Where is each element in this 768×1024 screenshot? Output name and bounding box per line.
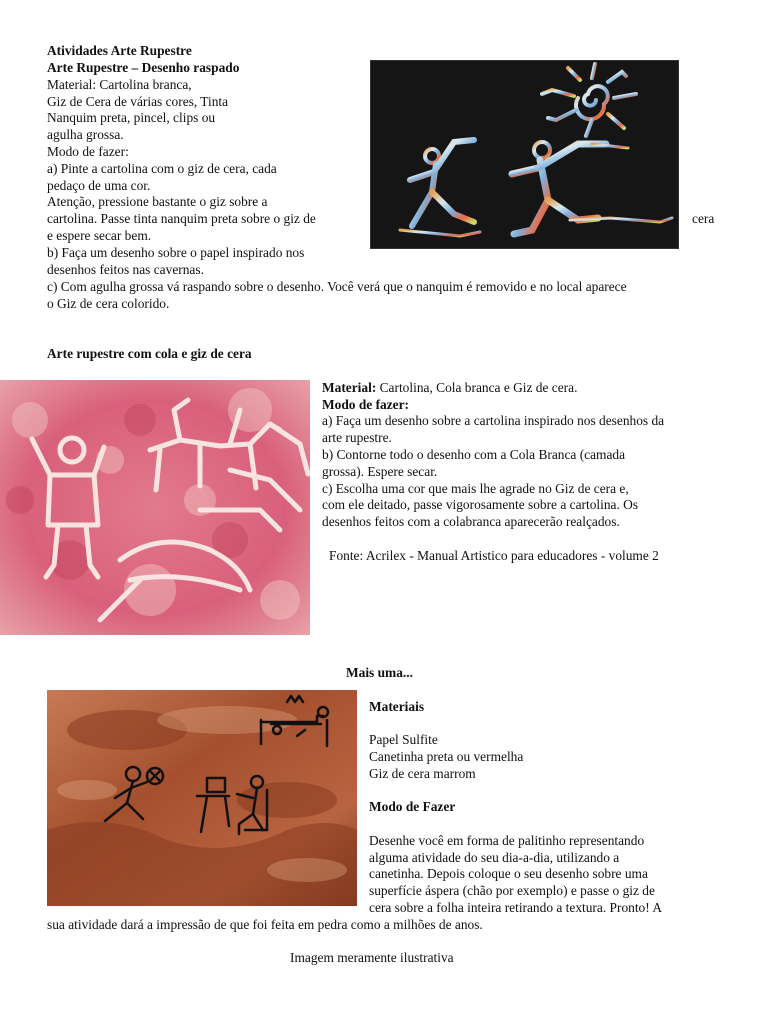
text-line: a) Pinte a cartolina com o giz de cera, cada: [47, 161, 277, 176]
material-item: Canetinha preta ou vermelha: [369, 749, 524, 764]
text-line: canetinha. Depois coloque o seu desenho sobre uma: [369, 866, 648, 881]
text-line: Modo de fazer:: [47, 144, 129, 159]
text-line: cartolina. Passe tinta nanquim preta sobre o giz de: [47, 211, 316, 226]
text-line: alguma atividade do seu dia-a-dia, utilizando a: [369, 850, 620, 865]
text-line: com ele deitado, passe vigorosamente sobre a cartolina. Os: [322, 497, 639, 512]
text-line: superfície áspera (chão por exemplo) e passe o giz de: [369, 883, 655, 898]
material-line: [322, 380, 577, 397]
cave-painting-image: [0, 380, 310, 635]
rock-drawing-image: [47, 690, 357, 906]
text-line: agulha grossa.: [47, 127, 124, 142]
text-line: c) Escolha uma cor que mais lhe agrade no Giz de cera e,: [322, 481, 629, 496]
text-line: Nanquim preta, pincel, clips ou: [47, 110, 216, 125]
section1-subheading: Arte Rupestre – Desenho raspado: [47, 60, 240, 75]
text-word: cera: [692, 211, 715, 226]
material-item: Papel Sulfite: [369, 732, 438, 747]
text-line: Material: Cartolina branca,: [47, 77, 192, 92]
text-line: Atenção, pressione bastante o giz sobre a: [47, 194, 268, 209]
image-caption: Imagem meramente ilustrativa: [290, 950, 454, 965]
material-text: Cartolina, Cola branca e Giz de cera.: [376, 380, 578, 395]
text-line: o Giz de cera colorido.: [47, 296, 170, 311]
section1-heading: Atividades Arte Rupestre: [47, 43, 192, 58]
text-line: Giz de Cera de várias cores, Tinta: [47, 94, 229, 109]
text-line: arte rupestre.: [322, 430, 392, 445]
material-item: Giz de cera marrom: [369, 766, 476, 781]
material-label: Material:: [322, 380, 377, 395]
modo-heading: Modo de Fazer: [369, 799, 456, 814]
text-line: grossa). Espere secar.: [322, 464, 438, 479]
text-line: pedaço de uma cor.: [47, 178, 151, 193]
section2-heading: Arte rupestre com cola e giz de cera: [47, 346, 252, 361]
text-line: cera sobre a folha inteira retirando a textura. Pronto! A: [369, 900, 662, 915]
section3-heading: Mais uma...: [346, 665, 413, 680]
text-line: desenhos feitos nas cavernas.: [47, 262, 204, 277]
text-line: b) Faça um desenho sobre o papel inspirado nos: [47, 245, 305, 260]
text-line: desenhos feitos com a colabranca aparecerão realçados.: [322, 514, 620, 529]
text-line: c) Com agulha grossa vá raspando sobre o desenho. Você verá que o nanquim é removido e no local aparece: [47, 279, 627, 294]
text-line: sua atividade dará a impressão de que foi feita em pedra como a milhões de anos.: [47, 917, 483, 932]
source-citation: Fonte: Acrilex - Manual Artistico para educadores - volume 2: [329, 548, 659, 563]
text-line: b) Contorne todo o desenho com a Cola Branca (camada: [322, 447, 626, 462]
text-line: a) Faça um desenho sobre a cartolina inspirado nos desenhos da: [322, 413, 665, 428]
text-line: e espere secar bem.: [47, 228, 152, 243]
modo-label: Modo de fazer:: [322, 397, 410, 412]
scratch-art-image: [370, 60, 679, 249]
materials-heading: Materiais: [369, 699, 425, 714]
text-line: Desenhe você em forma de palitinho representando: [369, 833, 645, 848]
